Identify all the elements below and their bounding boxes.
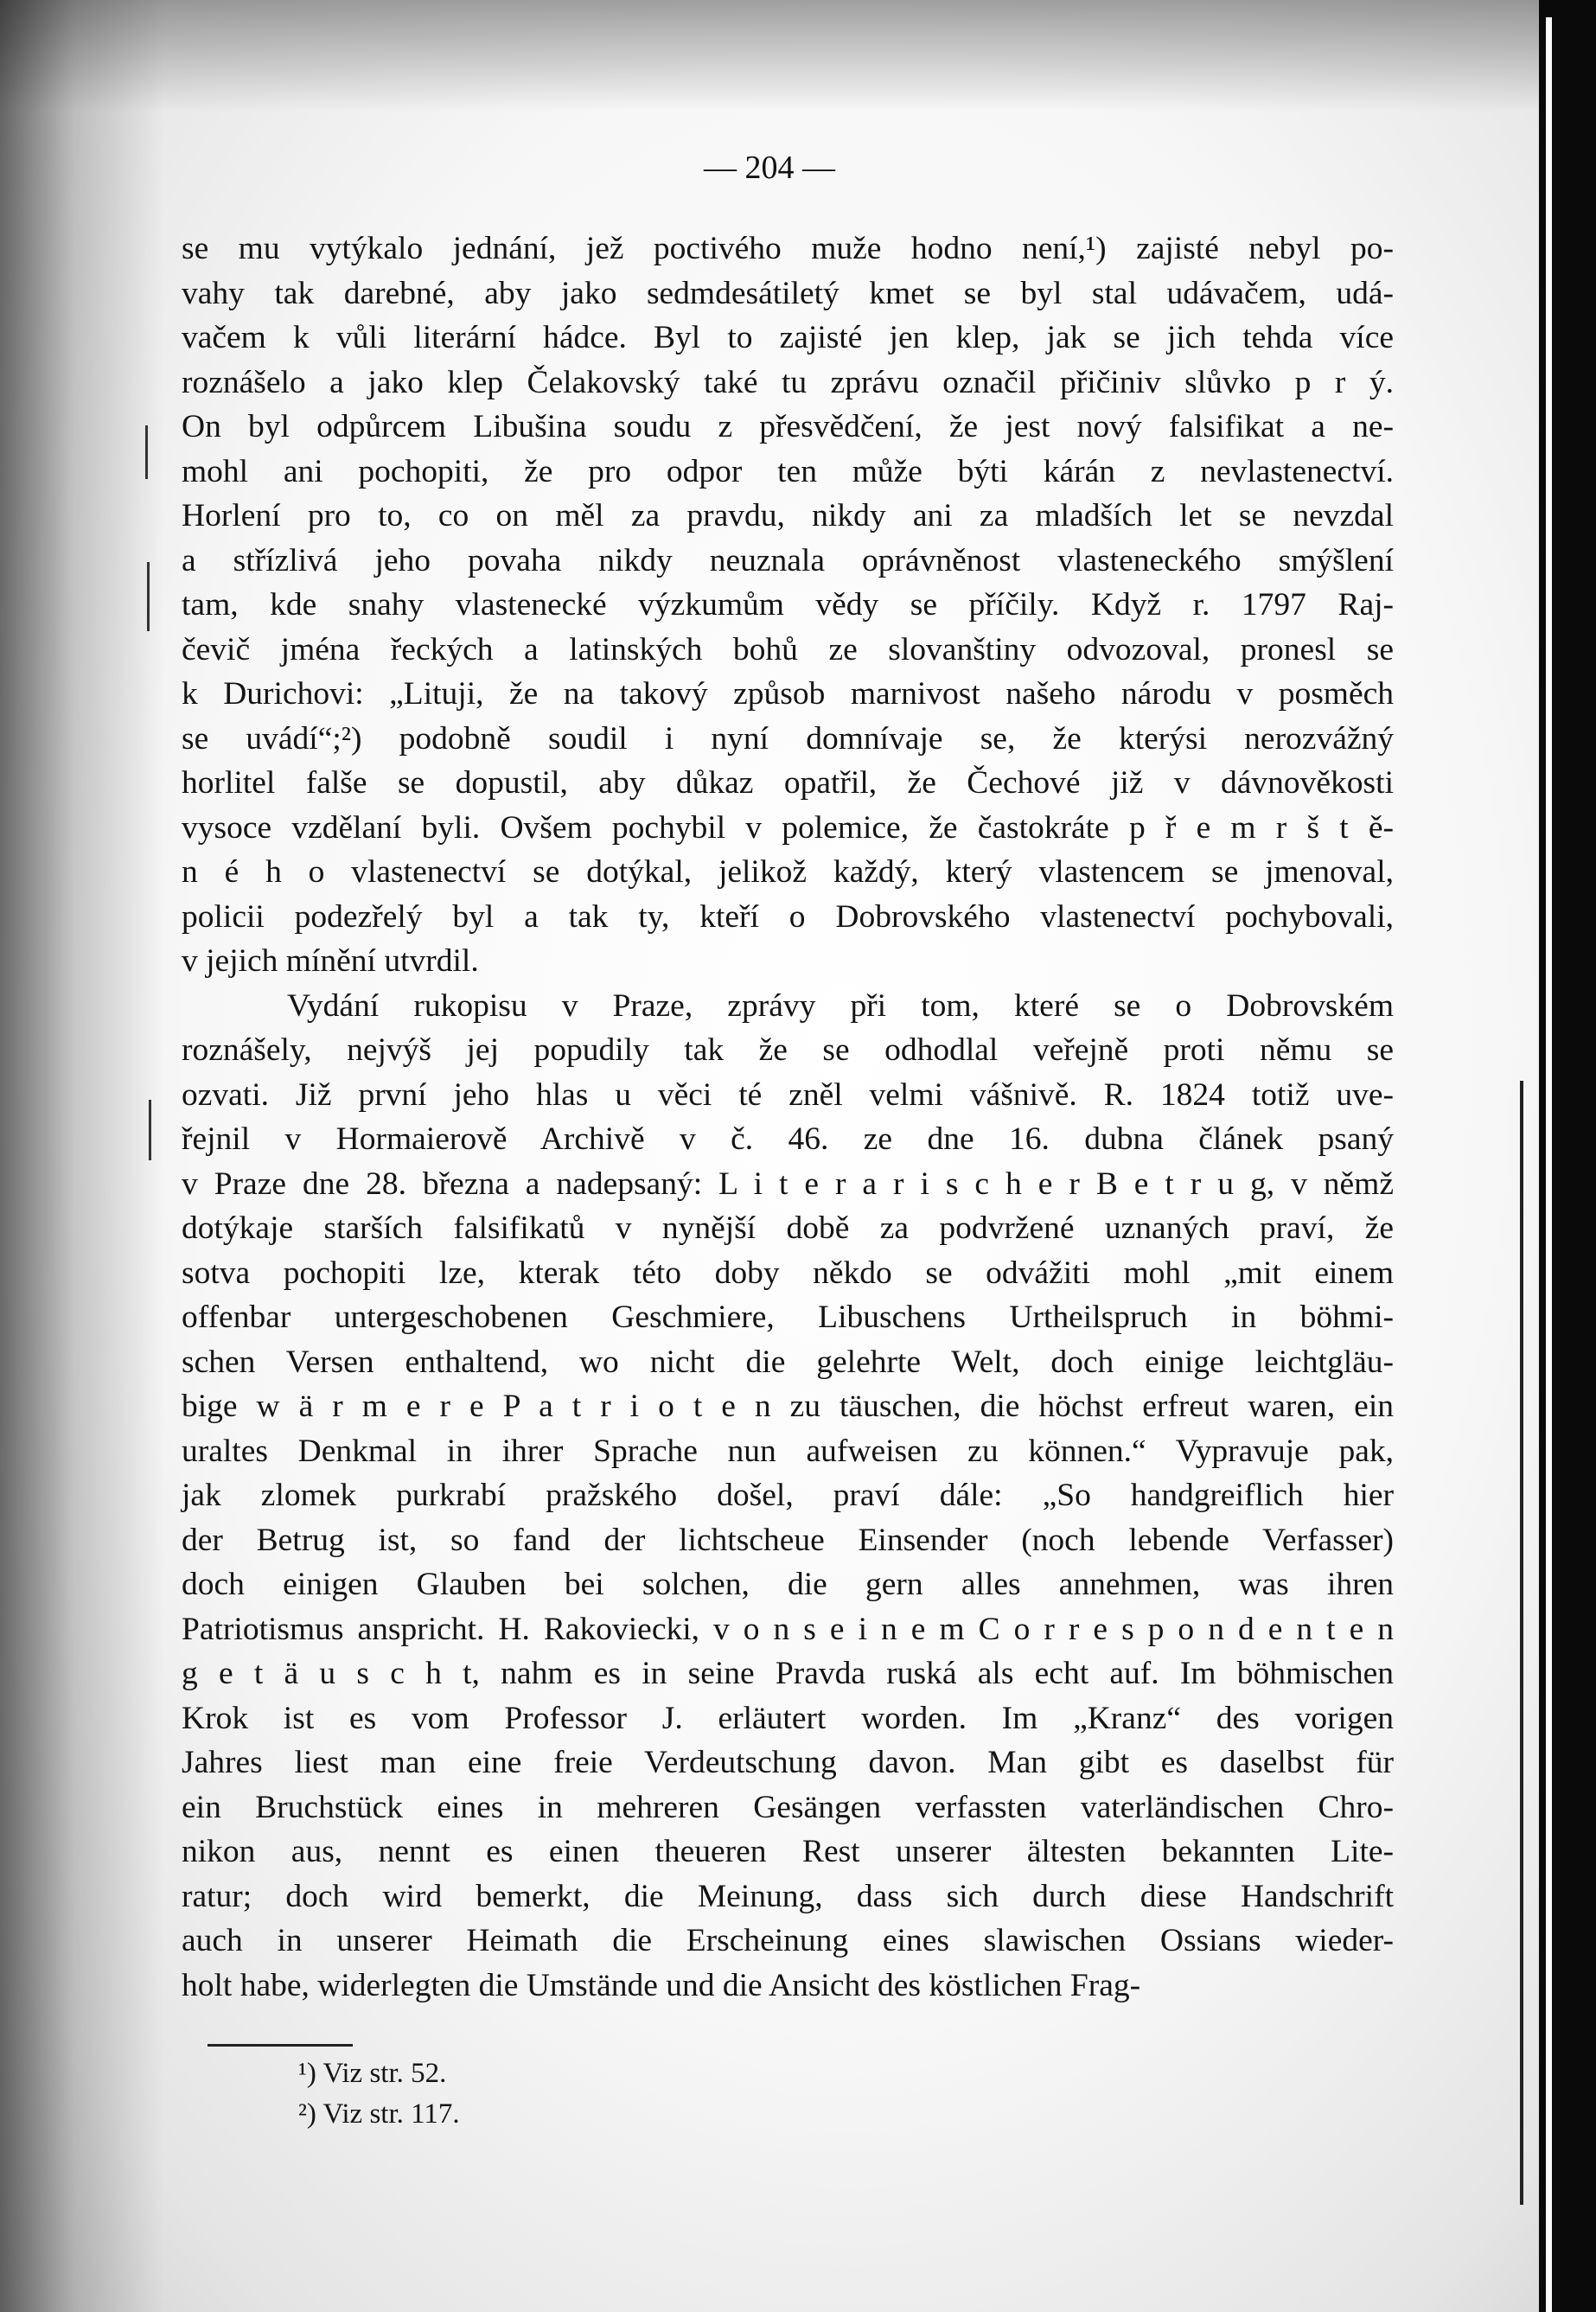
text-line: a střízlivá jeho povaha nikdy neuznala oprávněnost vlasteneckého smýšlení [182, 542, 1394, 578]
text-line: vahy tak darebné, aby jako sedmdesátiletý kmet se byl stal udávačem, udá- [182, 275, 1394, 311]
text-line: der Betrug ist, so fand der lichtscheue Einsender (noch lebende Verfasser) [182, 1522, 1394, 1558]
margin-mark [145, 425, 148, 479]
text-line: doch einigen Glauben bei solchen, die gern alles annehmen, was ihren [182, 1567, 1394, 1602]
text-line: n é h o vlastenectví se dotýkal, jelikož každý, který vlastencem se jmenoval, [182, 854, 1394, 890]
page-number: — 204 — [704, 150, 835, 186]
text-line: v Praze dne 28. března a nadepsaný: L i t e r a r i s c h e r B e t r u g, v němž [182, 1166, 1394, 1202]
text-line: g e t ä u s c h t, nahm es in seine Pravda ruská als echt auf. Im böhmischen [182, 1656, 1394, 1691]
footnote: ²) Viz str. 117. [298, 2098, 460, 2130]
text-line: holt habe, widerlegten die Umstände und die Ansicht des köstlichen Frag- [182, 1967, 1141, 2003]
body-text [182, 227, 1394, 2008]
text-line: Krok ist es vom Professor J. erläutert worden. Im „Kranz“ des vorigen [182, 1700, 1394, 1736]
text-line: ozvati. Již první jeho hlas u věci té zněl velmi vášnivě. R. 1824 totiž uve- [182, 1076, 1394, 1113]
text-line: auch in unserer Heimath die Erscheinung eines slawischen Ossians wieder- [182, 1923, 1394, 1958]
text-line: ratur; doch wird bemerkt, die Meinung, dass sich durch diese Handschrift [182, 1878, 1394, 1914]
text-line: Horlení pro to, co on měl za pravdu, nikdy ani za mladších let se nevzdal [182, 498, 1394, 533]
footnotes [298, 2053, 460, 2135]
text-line: Jahres liest man eine freie Verdeutschung davon. Man gibt es daselbst für [182, 1745, 1394, 1780]
text-line: bige w ä r m e r e P a t r i o t e n zu täuschen, die höchst erfreut waren, ein [182, 1389, 1394, 1424]
text-line: uraltes Denkmal in ihrer Sprache nun aufweisen zu können.“ Vypravuje pak, [182, 1433, 1394, 1469]
text-line: jak zlomek purkrabí pražského došel, praví dále: „So handgreiflich hier [182, 1478, 1394, 1513]
text-line: řejnil v Hormaierově Archivě v č. 46. ze dne 16. dubna článek psaný [182, 1121, 1394, 1157]
margin-mark [149, 1100, 151, 1160]
text-line: mohl ani pochopiti, že pro odpor ten může býti kárán z nevlastenectví. [182, 453, 1394, 489]
text-line: horlitel falše se dopustil, aby důkaz opatřil, že Čechové již v dávnověkosti [182, 765, 1394, 801]
text-line: se uvádí“;²) podobně soudil i nyní domnívaje se, že kterýsi nerozvážný [182, 720, 1394, 757]
text-line: policii podezřelý byl a tak ty, kteří o Dobrovského vlastenectví pochybovali, [182, 898, 1394, 935]
text-line: ein Bruchstück eines in mehreren Gesängen verfassten vaterländischen Chro- [182, 1789, 1394, 1825]
text-line: nikon aus, nennt es einen theueren Rest unserer ältesten bekannten Lite- [182, 1834, 1394, 1869]
text-line: k Durichovi: „Lituji, že na takový způsob marnivost našeho národu v posměch [182, 676, 1394, 712]
text-line: offenbar untergeschobenen Geschmiere, Libuschens Urtheilspruch in böhmi- [182, 1300, 1394, 1335]
text-line: roznášely, nejvýš jej popudily tak že se odhodlal veřejně proti němu se [182, 1032, 1394, 1068]
text-line: Patriotismus anspricht. H. Rakoviecki, v o n s e i n e m C o r r e s p o n d e n t e n [182, 1611, 1394, 1647]
text-line: roznášelo a jako klep Čelakovský také tu zprávu označil přičiniv slůvko p r ý. [182, 364, 1394, 400]
text-line: vačem k vůli literární hádce. Byl to zajisté jen klep, jak se jich tehda více [182, 320, 1394, 355]
text-line: v jejich mínění utvrdil. [182, 943, 479, 979]
paragraph [182, 227, 1394, 984]
footnote-rule [207, 2044, 353, 2047]
text-line: čevič jména řeckých a latinských bohů ze slovanštiny odvozoval, pronesl se [182, 631, 1394, 667]
text-line: schen Versen enthaltend, wo nicht die gelehrte Welt, doch einige leichtgläu- [182, 1344, 1394, 1380]
text-line: sotva pochopiti lze, kterak této doby někdo se odvážiti mohl „mit einem [182, 1255, 1394, 1291]
text-line: Vydání rukopisu v Praze, zprávy při tom, které se o Dobrovském [287, 987, 1394, 1024]
scan-edge-line [1546, 17, 1552, 2312]
scan-edge-mark [1520, 1081, 1523, 2205]
text-line: dotýkaje starších falsifikatů v nynější době za podvržené uznaných praví, že [182, 1210, 1394, 1246]
text-line: se mu vytýkalo jednání, jež poctivého muže hodno není,¹) zajisté nebyl po- [182, 231, 1394, 266]
text-line: On byl odpůrcem Libušina soudu z přesvědčení, že jest nový falsifikat a ne- [182, 409, 1394, 444]
text-line: tam, kde snahy vlastenecké výzkumům vědy se příčily. Když r. 1797 Raj- [182, 587, 1394, 623]
margin-mark [147, 562, 150, 631]
footnote: ¹) Viz str. 52. [298, 2058, 447, 2089]
paragraph [182, 984, 1394, 2009]
text-line: vysoce vzdělaní byli. Ovšem pochybil v polemice, že častokráte p ř e m r š t ě- [182, 809, 1394, 846]
